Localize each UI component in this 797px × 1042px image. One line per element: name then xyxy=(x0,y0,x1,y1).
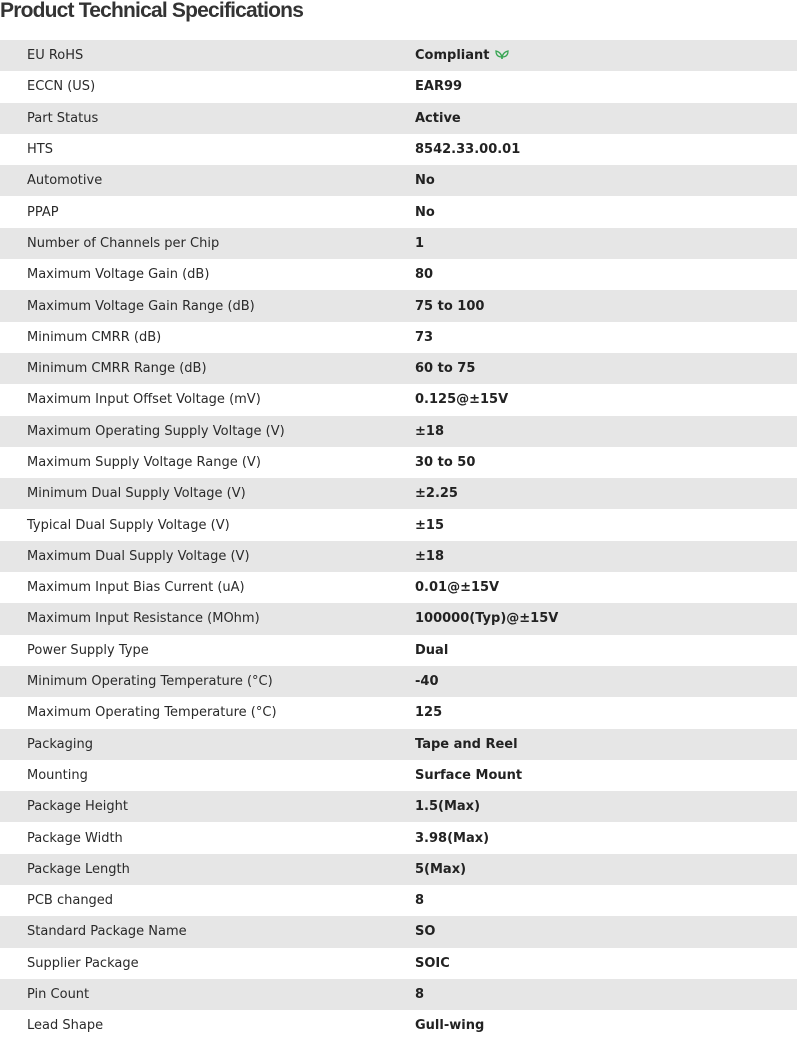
spec-value-cell xyxy=(415,40,797,71)
spec-table-body xyxy=(0,40,797,1042)
spec-value: No xyxy=(415,173,435,189)
spec-value: EAR99 xyxy=(415,79,463,95)
spec-label: Maximum Operating Supply Voltage (V) xyxy=(27,423,285,439)
spec-row xyxy=(0,384,797,415)
spec-value-cell xyxy=(415,697,797,728)
spec-value: ±15 xyxy=(415,517,444,533)
spec-row xyxy=(0,916,797,947)
spec-value-cell xyxy=(415,948,797,979)
spec-label: Part Status xyxy=(27,110,99,126)
spec-label: Maximum Supply Voltage Range (V) xyxy=(27,455,261,470)
spec-label: EU RoHS xyxy=(27,48,84,64)
spec-value: 1.5(Max) xyxy=(415,799,481,815)
spec-value: Active xyxy=(415,110,461,126)
spec-value-cell xyxy=(415,885,797,916)
spec-value-cell xyxy=(415,447,797,478)
spec-row xyxy=(0,854,797,885)
spec-label: ECCN (US) xyxy=(27,79,96,95)
spec-label: Minimum Dual Supply Voltage (V) xyxy=(27,486,246,502)
spec-value: 8 xyxy=(415,987,425,1003)
spec-row xyxy=(0,635,797,666)
spec-table xyxy=(0,40,797,1042)
spec-value-cell xyxy=(415,290,797,321)
spec-value-cell xyxy=(415,103,797,134)
spec-row xyxy=(0,478,797,509)
spec-value-cell xyxy=(415,196,797,227)
spec-value-cell xyxy=(415,979,797,1010)
spec-value: 100000(Typ)@±15V xyxy=(415,611,559,627)
spec-value: Surface Mount xyxy=(415,767,523,783)
spec-value-cell xyxy=(415,322,797,353)
spec-value-cell xyxy=(415,478,797,509)
spec-row xyxy=(0,697,797,728)
spec-value-cell xyxy=(415,854,797,885)
spec-value-cell xyxy=(415,916,797,947)
spec-value: SOIC xyxy=(415,955,450,971)
leaf-icon xyxy=(495,48,509,60)
spec-value: 60 to 75 xyxy=(415,361,476,377)
spec-value-cell xyxy=(415,259,797,290)
spec-value-cell xyxy=(415,572,797,603)
spec-label: PCB changed xyxy=(27,893,114,909)
spec-value-cell xyxy=(415,760,797,791)
spec-value-cell xyxy=(415,1010,797,1041)
spec-value: ±18 xyxy=(415,548,444,564)
spec-row xyxy=(0,290,797,321)
spec-value: 1 xyxy=(415,235,425,251)
spec-label: Packaging xyxy=(27,736,93,752)
spec-row xyxy=(0,979,797,1010)
spec-value: No xyxy=(415,204,435,220)
spec-label: Maximum Voltage Gain Range (dB) xyxy=(27,298,255,314)
spec-row xyxy=(0,103,797,134)
spec-value: 30 to 50 xyxy=(415,455,476,470)
spec-value: ±18 xyxy=(415,423,444,439)
spec-value-cell xyxy=(415,666,797,697)
spec-label: Package Length xyxy=(27,861,130,877)
spec-label: Package Width xyxy=(27,830,123,846)
spec-value: 0.125@±15V xyxy=(415,392,509,408)
spec-row xyxy=(0,822,797,853)
spec-label: Maximum Input Bias Current (uA) xyxy=(27,580,245,596)
spec-row xyxy=(0,509,797,540)
spec-value: ±2.25 xyxy=(415,486,458,502)
spec-value: 73 xyxy=(415,329,434,345)
spec-value: Gull-wing xyxy=(415,1018,485,1034)
spec-label: Minimum CMRR Range (dB) xyxy=(27,361,207,377)
spec-value-cell xyxy=(415,822,797,853)
spec-value: 8542.33.00.01 xyxy=(415,142,521,158)
spec-value-cell xyxy=(415,71,797,102)
spec-value: Compliant xyxy=(415,48,490,64)
spec-row xyxy=(0,322,797,353)
spec-label: Maximum Operating Temperature (°C) xyxy=(27,705,277,721)
spec-value-cell xyxy=(415,416,797,447)
spec-row xyxy=(0,1010,797,1041)
spec-label: Automotive xyxy=(27,173,103,189)
spec-row xyxy=(0,791,797,822)
spec-label: PPAP xyxy=(27,204,59,220)
spec-value: SO xyxy=(415,924,436,940)
spec-row xyxy=(0,948,797,979)
spec-label: Maximum Input Resistance (MOhm) xyxy=(27,611,260,627)
spec-value: 0.01@±15V xyxy=(415,580,500,596)
spec-label: Minimum Operating Temperature (°C) xyxy=(27,674,273,690)
spec-label: Maximum Voltage Gain (dB) xyxy=(27,267,210,283)
spec-label: Maximum Dual Supply Voltage (V) xyxy=(27,548,250,564)
spec-row xyxy=(0,196,797,227)
spec-label: Number of Channels per Chip xyxy=(27,235,220,251)
spec-value-cell xyxy=(415,791,797,822)
spec-row xyxy=(0,134,797,165)
spec-label: Mounting xyxy=(27,767,88,783)
spec-row xyxy=(0,259,797,290)
spec-row xyxy=(0,603,797,634)
spec-value: Dual xyxy=(415,642,449,658)
spec-row xyxy=(0,416,797,447)
spec-row xyxy=(0,447,797,478)
spec-value: 5(Max) xyxy=(415,861,467,877)
spec-value: 80 xyxy=(415,267,434,283)
spec-value-cell xyxy=(415,603,797,634)
spec-row xyxy=(0,353,797,384)
spec-value: 75 to 100 xyxy=(415,298,485,314)
spec-value-cell xyxy=(415,541,797,572)
spec-row xyxy=(0,40,797,71)
spec-row xyxy=(0,228,797,259)
spec-label: Minimum CMRR (dB) xyxy=(27,329,162,345)
spec-label: Standard Package Name xyxy=(27,924,187,940)
spec-row xyxy=(0,729,797,760)
spec-label: Typical Dual Supply Voltage (V) xyxy=(27,517,230,533)
spec-value-cell xyxy=(415,384,797,415)
spec-row xyxy=(0,165,797,196)
spec-value: Tape and Reel xyxy=(415,736,518,752)
spec-value-cell xyxy=(415,353,797,384)
spec-value: -40 xyxy=(415,674,439,690)
spec-label: Lead Shape xyxy=(27,1018,104,1034)
spec-row xyxy=(0,885,797,916)
spec-row xyxy=(0,666,797,697)
spec-value: 3.98(Max) xyxy=(415,830,490,846)
spec-value-cell xyxy=(415,635,797,666)
spec-label: Pin Count xyxy=(27,987,90,1003)
spec-row xyxy=(0,71,797,102)
spec-label: Supplier Package xyxy=(27,955,139,971)
spec-value-cell xyxy=(415,228,797,259)
spec-row xyxy=(0,760,797,791)
page-title: Product Technical Specifications xyxy=(0,0,304,22)
spec-value: 8 xyxy=(415,893,425,909)
spec-value-cell xyxy=(415,729,797,760)
spec-label: Package Height xyxy=(27,799,128,815)
spec-row xyxy=(0,541,797,572)
spec-value-cell xyxy=(415,509,797,540)
spec-row xyxy=(0,572,797,603)
spec-label: Power Supply Type xyxy=(27,642,149,658)
spec-value-cell xyxy=(415,134,797,165)
spec-label: HTS xyxy=(27,142,53,158)
spec-label: Maximum Input Offset Voltage (mV) xyxy=(27,392,261,408)
spec-value: 125 xyxy=(415,705,443,721)
spec-value-cell xyxy=(415,165,797,196)
